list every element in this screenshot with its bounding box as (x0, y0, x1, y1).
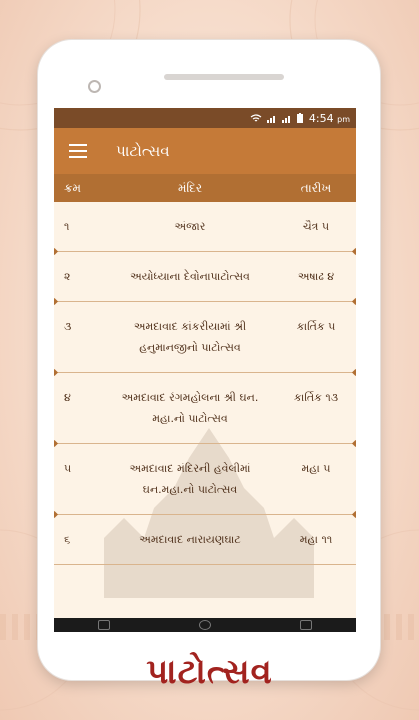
temple-list (54, 202, 356, 565)
status-time: 4:54 pm (308, 111, 350, 125)
table-header (54, 174, 356, 202)
system-nav-bar (54, 618, 356, 632)
row-number: ૩ (64, 320, 72, 333)
home-icon[interactable] (199, 620, 211, 630)
status-bar (54, 108, 356, 128)
table-row[interactable] (54, 252, 356, 302)
header-date: તારીખ (300, 180, 332, 195)
row-date: મહા ૫ (301, 462, 331, 475)
row-temple: અમદાવાદ કાંકરીયામાં શ્રી હનુમાનજીનો પાટોત્સવ (133, 320, 247, 354)
row-temple: અમદાવાદ રંગમહોલના શ્રી ઘન. મહા.નો પાટોત્સવ (121, 391, 259, 425)
table-row[interactable] (54, 373, 356, 444)
row-number: ૫ (64, 462, 72, 475)
row-date: અષાઢ ૪ (297, 270, 335, 283)
brand-title: પાટોત્સવ (146, 652, 273, 692)
row-number: ૨ (64, 270, 71, 283)
menu-button[interactable] (58, 128, 98, 174)
header-number: ક્રમ (64, 180, 81, 195)
cell-signal-icon (267, 114, 277, 123)
hamburger-icon (69, 144, 87, 158)
app-title: પાટોત્સવ (116, 142, 170, 160)
speaker-grille (164, 74, 284, 80)
table-row[interactable] (54, 302, 356, 373)
app-screen (54, 108, 356, 632)
table-row[interactable] (54, 202, 356, 252)
row-temple: અંજાર (174, 220, 206, 233)
camera-icon (88, 80, 101, 93)
row-number: ૬ (64, 533, 71, 546)
row-date: ચૈત્ર ૫ (302, 220, 330, 233)
row-temple: અયોધ્યાના દેવોનાપાટોત્સવ (130, 270, 250, 283)
table-row[interactable] (54, 444, 356, 515)
signal-icons (250, 113, 303, 123)
row-temple: અમદાવાદ મંદિરની હવેલીમાં ઘન.મહા.નો પાટોત્સવ (129, 462, 251, 496)
wifi-icon (250, 114, 262, 123)
header-temple: મંદિર (177, 180, 203, 195)
app-bar (54, 128, 356, 174)
recents-icon[interactable] (300, 620, 312, 630)
row-temple: અમદાવાદ નારાયણઘાટ (139, 533, 241, 546)
row-date: મહા ૧૧ (299, 533, 333, 546)
cell-signal-icon-2 (282, 114, 292, 123)
row-number: ૪ (64, 391, 71, 404)
back-icon[interactable] (98, 620, 110, 630)
battery-icon (297, 113, 303, 123)
row-date: કાર્તિક ૫ (296, 320, 336, 333)
table-row[interactable] (54, 515, 356, 565)
row-date: કાર્તિક ૧૩ (293, 391, 339, 404)
row-number: ૧ (64, 220, 70, 233)
